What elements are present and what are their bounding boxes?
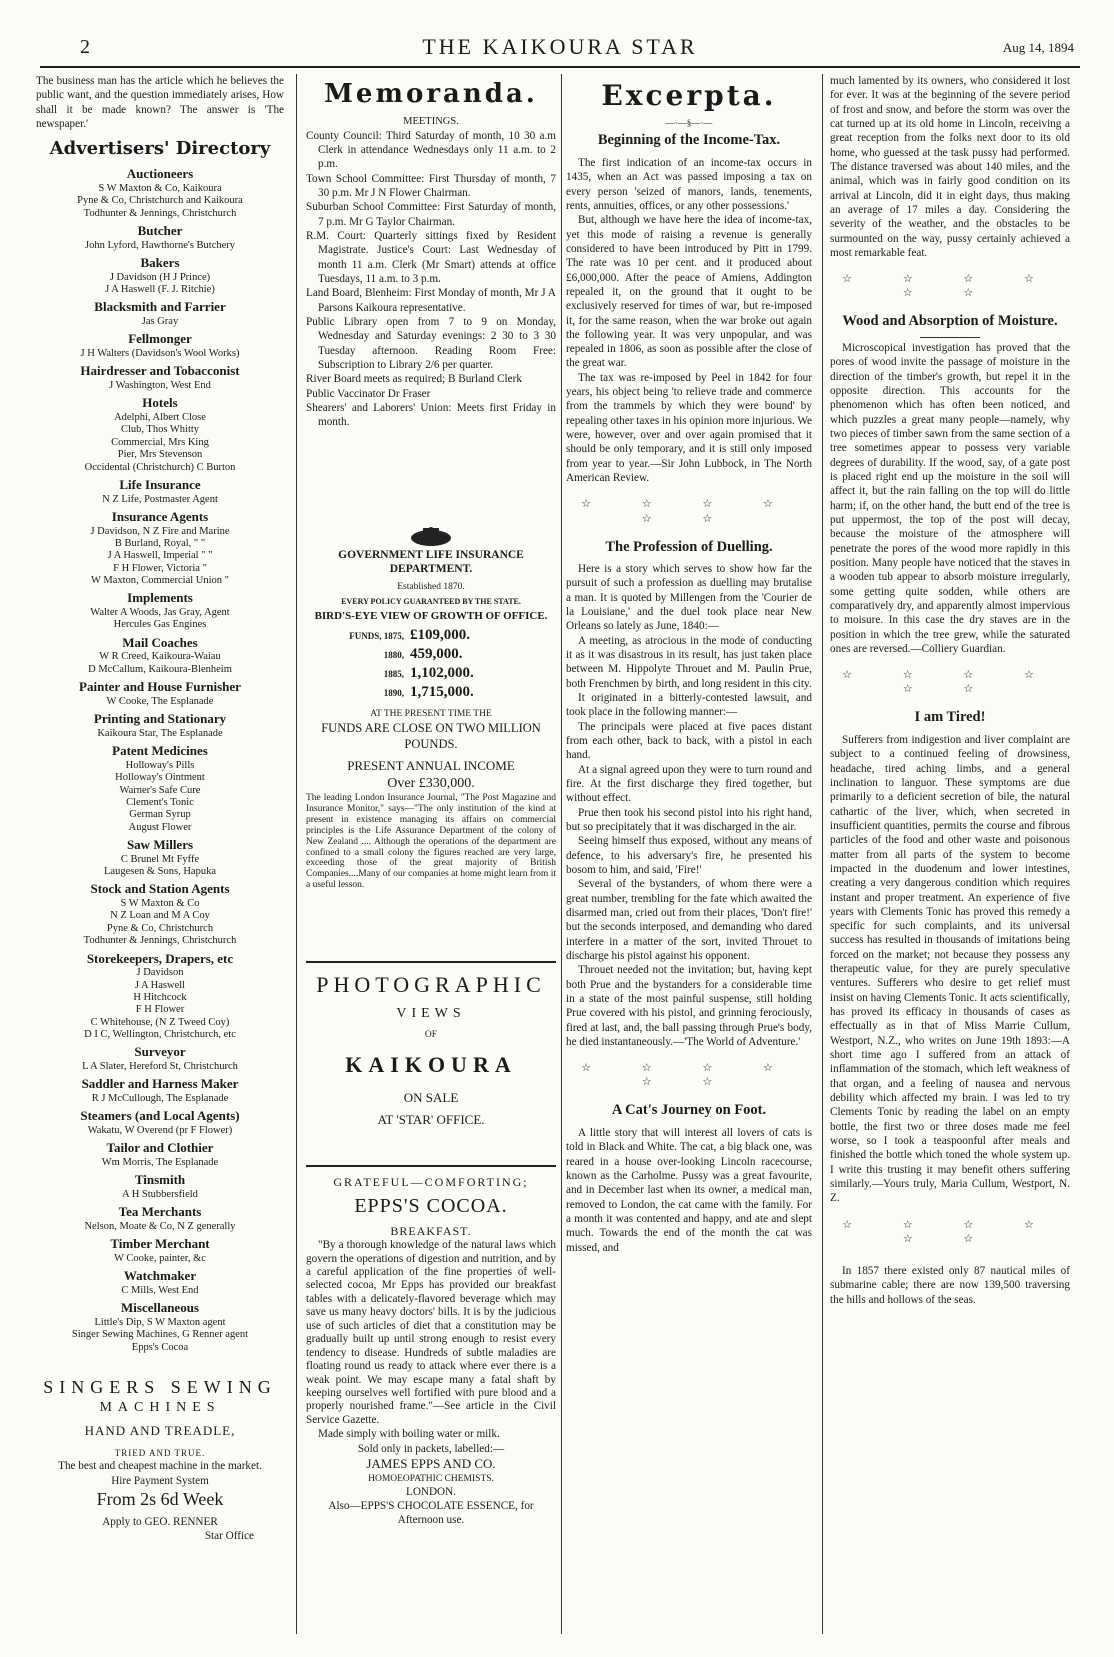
singer-line8: Apply to GEO. RENNER xyxy=(102,1515,218,1528)
directory-entry: N Z Loan and M A Coy xyxy=(110,910,210,922)
directory-entry: Pyne & Co, Christchurch and Kaikoura xyxy=(77,195,243,207)
directory-entry: Little's Dip, S W Maxton agent xyxy=(94,1317,226,1329)
star-divider: ☆ ☆ ☆ ☆ ☆ ☆ xyxy=(842,669,1058,696)
directory-entry: J H Walters (Davidson's Wool Works) xyxy=(80,348,240,360)
meetings-list xyxy=(306,129,556,430)
epps-chemists: HOMOEOPATHIC CHEMISTS. xyxy=(368,1473,494,1484)
cable-article: In 1857 there existed only 87 nautical miles of submarine cable; there are now 139,500 traversing the hills and hollows of the seas. xyxy=(830,1264,1070,1306)
directory-entry: Adelphi, Albert Close xyxy=(114,412,206,424)
photo-line4: KAIKOURA xyxy=(345,1052,517,1078)
directory-entry: Laugesen & Sons, Hapuka xyxy=(104,866,216,878)
star-divider: ☆ ☆ ☆ ☆ ☆ ☆ xyxy=(581,1062,797,1089)
column-memoranda xyxy=(306,74,556,1528)
meeting-item: Land Board, Blenheim: First Monday of month, Mr J A Parsons Kaikoura representative. xyxy=(306,287,556,314)
tired-title: I am Tired! xyxy=(914,709,986,726)
tired-article: Sufferers from indigestion and liver complaint are subject to a continued feeling of drowsiness, headache, tired aching limbs, and a general inclination to languor. These symptoms are due primarily to a deficient secretion of bile, the natural cathartic of the liver, which, when secreted in insufficient quantities, permits the course and fibrous particles of the food and other waste and poisonous matter from all parts of the system to become impacted in the duodenum and lower intestines, creating a very dangerous condition which requires instant and proper treatment. An experience of five years with Clements Tonic has proved this remedy a specific for such complaints, and its universal success has resulted in thousands of imitations being forced on the market; not because they possess any therapeutic value, for they are purely speculative ventures. Sufferers who desire to get relief must insist on having Clements Tonic. It acts scientifically, has proved its efficacy in thousands of cases as effectually as in that of Miss Marrie Cullum, Westport, N.Z., who writes on June 19th 1893:—A short time ago I suffered from an attack of inflammation of the stomach, which left weakness of that organ, and a feeling of nausea and nervous debility which affected my brain. I was led to try Clements Tonic by reading the label on an empty bottle, the first two or three doses made me feel worse, so I took a teaspoonful after meals and finished the bottle which toned the whole system up. I write this trusting it may benefit others suffering similarly.—Yours truly, Maria Cullum, Westport, N. Z. xyxy=(830,733,1070,1205)
meeting-item: River Board meets as required; B Burland Clerk xyxy=(306,373,522,386)
epps-body: "By a thorough knowledge of the natural laws which govern the operations of digestion and nutrition, and by a careful application of the fine properties of well-selected cocoa, Mr Epps has provided our breakfast tables with a delicately-flavored beverage which may save us many heavy doctors' bills. It is by the judicious use of such articles of diet that a constitution may be gradually built up until strong enough to resist every tendency to disease. Hundreds of subtle maladies are floating round us ready to attack where ever there is a weak point. We may escape many a fatal shaft by keeping ourselves well fortified with pure blood and a properly nourished frame."—See article in the Civil Service Gazette. xyxy=(306,1239,556,1426)
directory-category: Life Insurance xyxy=(119,476,201,492)
directory-entry: B Burland, Royal, " " xyxy=(114,537,206,549)
directory-entry: J Davidson, N Z Fire and Marine xyxy=(90,525,230,537)
directory-category: Saw Millers xyxy=(126,837,194,853)
directory-entry: H Hitchcock xyxy=(133,991,187,1003)
directory-list xyxy=(36,166,284,1354)
star-divider: ☆ ☆ ☆ ☆ ☆ ☆ xyxy=(842,273,1058,300)
funds-amount: £109,000. xyxy=(410,626,470,643)
photo-line2: VIEWS xyxy=(396,1006,466,1022)
photo-line1: PHOTOGRAPHIC xyxy=(316,972,546,998)
directory-entry: Holloway's Ointment xyxy=(115,772,205,784)
directory-category: Implements xyxy=(127,590,193,606)
funds-row xyxy=(346,683,556,702)
article-paragraph: Several of the bystanders, of whom there were a great number, trembling for the fate which awaited the disarmed man, cried out from their places, 'Don't fire!' but the seconds interposed, and demanding who dared interfere in a matter of the sort, invited Throuet to discharge his pistol against his opponent. xyxy=(566,878,812,962)
column-excerpta xyxy=(566,74,812,1255)
funds-row xyxy=(346,664,556,683)
directory-entry: Holloway's Pills xyxy=(125,759,195,771)
directory-category: Tailor and Clothier xyxy=(106,1140,214,1156)
directory-title: Advertisers' Directory xyxy=(49,138,271,160)
directory-category: Bakers xyxy=(140,255,180,271)
directory-category: Printing and Stationary xyxy=(93,711,227,727)
funds-year: 1885, xyxy=(383,668,404,679)
star-divider: ☆ ☆ ☆ ☆ ☆ ☆ xyxy=(842,1218,1058,1245)
directory-entry: August Flower xyxy=(128,821,192,833)
directory-entry: R J McCullough, The Esplanade xyxy=(91,1093,229,1105)
wood-title: Wood and Absorption of Moisture. xyxy=(842,313,1058,330)
meeting-item: Suburban School Committee: First Saturday of month, 7 p.m. Mr G Taylor Chairman. xyxy=(306,201,556,228)
govt-insurance-advert xyxy=(306,526,556,892)
article-paragraph: Throuet needed not the invitation; but, having kept both Prue and the bystanders for a considerable time in a state of the most painful suspense, still holding Prue covered with his pistol, and grinning ferociously, fired at last, and, the ball passing through Prue's body, he died instantaneously.—'The World of Adventure.' xyxy=(566,964,812,1048)
govt-name: GOVERNMENT LIFE INSURANCE DEPARTMENT. xyxy=(338,548,524,576)
income-tax-title: Beginning of the Income-Tax. xyxy=(597,132,781,149)
cat-title: A Cat's Journey on Foot. xyxy=(611,1102,767,1119)
directory-entry: Hercules Gas Engines xyxy=(113,619,207,631)
directory-entry: Club, Thos Whitty xyxy=(120,424,200,436)
funds-row xyxy=(346,645,556,664)
photo-line5: ON SALE xyxy=(403,1089,459,1105)
directory-entry: W Maxton, Commercial Union " xyxy=(91,575,229,587)
directory-entry: Walter A Woods, Jas Gray, Agent xyxy=(90,607,230,619)
govt-established: Established 1870. xyxy=(397,582,465,593)
meetings-label: MEETINGS. xyxy=(403,116,459,128)
directory-category: Miscellaneous xyxy=(121,1300,199,1316)
directory-category: Storekeepers, Drapers, etc xyxy=(86,950,234,966)
excerpta-title: Excerpta. xyxy=(601,79,777,112)
directory-entry: C Whitehouse, (N Z Tweed Coy) xyxy=(90,1016,230,1028)
epps-line3: BREAKFAST. xyxy=(390,1223,472,1238)
newspaper-title: THE KAIKOURA STAR xyxy=(422,34,698,59)
duelling-title: The Profession of Duelling. xyxy=(605,538,773,555)
article-paragraph: Seeing himself thus exposed, without any means of defence, to his adversary's fire, he presented his bosom to him, and said, 'Fire!' xyxy=(566,835,812,877)
wood-article: Microscopical investigation has proved that the pores of wood invite the passage of moisture in the direction of the timber's growth, but repel it in the opposite direction. This accounts for the phenomenon which has often been noticed, and which puzzles a great many people—namely, why two pieces of timber sawn from the same section of a tree sometimes appear to possess very variable degrees of durability. If the wood, say, of a gate post is placed right end up the moisture in the soil will affect it, but the rain falling on the top will do little harm; if, on the other hand, the butt end of the tree is put uppermost, the top of the post will decay, because the moisture of the atmosphere will penetrate the pores of the wood more rapidly in this position. Many people have noticed that the staves in a wooden tub appear to absorb moisture irregularly, some getting quite sodden, while others are comparatively dry, and apparently almost impervious to moisure. In this case the dry staves are in the position in which the tree grew, while the saturated ones are reversed.—Colliery Guardian. xyxy=(830,341,1070,655)
singer-line4: TRIED AND TRUE. xyxy=(114,1447,206,1458)
directory-entry: Todhunter & Jennings, Christchurch xyxy=(83,207,237,219)
issue-date: Aug 14, 1894 xyxy=(1002,40,1074,55)
funds-amount: 1,102,000. xyxy=(410,664,474,681)
column-rule xyxy=(822,74,823,1634)
directory-entry: N Z Life, Postmaster Agent xyxy=(102,493,218,505)
directory-category: Watchmaker xyxy=(123,1268,197,1284)
cat-article xyxy=(566,1126,812,1255)
directory-category: Saddler and Harness Maker xyxy=(81,1076,239,1092)
directory-category: Stock and Station Agents xyxy=(90,881,230,897)
directory-entry: J A Haswell xyxy=(134,979,186,991)
funds-row xyxy=(346,626,556,645)
column-articles xyxy=(830,74,1070,1307)
directory-category: Surveyor xyxy=(134,1044,186,1060)
article-paragraph: Here is a story which serves to show how far the pursuit of such a profession as duelling may brutalise a man. It is quoted by Millengen from the 'Courier de la Louisiane,' and the duel took place near New Orleans so lately as June, 1840:— xyxy=(566,563,812,633)
epps-cocoa-advert xyxy=(306,1165,556,1528)
directory-entry: J A Haswell (F. J. Ritchie) xyxy=(105,284,215,296)
govt-income: Over £330,000. xyxy=(387,776,475,792)
directory-entry: D I C, Wellington, Christchurch, etc xyxy=(84,1029,236,1041)
singer-line2: MACHINES xyxy=(99,1400,221,1416)
photo-line6: AT 'STAR' OFFICE. xyxy=(377,1112,485,1128)
section-mark: —·—§—·— xyxy=(665,117,713,128)
directory-category: Timber Merchant xyxy=(110,1236,210,1252)
directory-entry: Pier, Mrs Stevenson xyxy=(117,449,203,461)
singer-line1: SINGERS SEWING xyxy=(43,1377,277,1398)
article-paragraph: The first indication of an income-tax occurs in 1435, when an Act was passed imposing a tax on every person 'seized of manors, lands, tenements, rents, annuities, offices, or any other possessions.' xyxy=(566,156,812,212)
directory-category: Tea Merchants xyxy=(118,1204,202,1220)
directory-entry: Warner's Safe Cure xyxy=(119,784,201,796)
epps-maker: JAMES EPPS AND CO. xyxy=(366,1455,496,1471)
directory-category: Insurance Agents xyxy=(111,508,209,524)
directory-category: Hotels xyxy=(142,395,178,411)
govt-guarantee: EVERY POLICY GUARANTEED BY THE STATE. xyxy=(341,597,521,607)
epps-line1: GRATEFUL—COMFORTING; xyxy=(333,1174,529,1189)
article-paragraph: A meeting, as atrocious in the mode of conducting it as it was disastrous in its result, has just taken place between M. Hippolyte Throuet and M. Paulin Prue, both Frenchmen by birth, and long resident in this city. xyxy=(566,634,812,690)
meeting-item: Shearers' and Laborers' Union: Meets first Friday in month. xyxy=(306,401,556,429)
govt-present-time: AT THE PRESENT TIME THE xyxy=(370,709,492,720)
duelling-article xyxy=(566,562,812,1049)
directory-entry: J Davidson xyxy=(136,967,184,979)
directory-entry: S W Maxton & Co, Kaikoura xyxy=(98,182,222,194)
directory-entry: C Brunel Mt Fyffe xyxy=(120,853,200,865)
article-paragraph: A little story that will interest all lovers of cats is told in Black and White. The cat, a big black one, was reared in a house over-looking Lincoln racecourse, known as the Carholme. Pussy was a great favourite, and in December last when its owner, a medical man, removed to London, the cat came with the family. For a month it was contented and happy, and ate and slept much. Towards the end of the month the cat was missed, and xyxy=(566,1127,812,1254)
govt-growth: BIRD'S-EYE VIEW OF GROWTH OF OFFICE. xyxy=(314,610,548,623)
column-rule xyxy=(296,74,297,1634)
govt-journal: The leading London Insurance Journal, "The Post Magazine and Insurance Monitor," says—"The only institution of the kind at present in existence managing its affairs on commercial principles is the Life Assurance Department of the colony of New Zealand .... Although the operations of the department are confined to a small colony the figures reached are very large, exceeding those of the great majority of British Companies....Many of our companies at home might learn from it a useful lesson. xyxy=(306,792,556,891)
directory-entry: Epps's Cocoa xyxy=(131,1341,189,1353)
meeting-item: Public Vaccinator Dr Fraser xyxy=(306,387,431,400)
directory-entry: German Syrup xyxy=(129,809,191,821)
directory-category: Auctioneers xyxy=(126,166,194,182)
directory-entry: Commercial, Mrs King xyxy=(111,436,209,448)
epps-made: Made simply with boiling water or milk. xyxy=(318,1428,500,1441)
directory-entry: Occidental (Christchurch) C Burton xyxy=(84,461,236,473)
directory-category: Fellmonger xyxy=(128,331,192,347)
meeting-item: Public Library open from 7 to 9 on Monday, Wednesday and Saturday evenings: 2 30 to 3 30 Tuesday afternoon. Reading Room Free: Subscription to Library 2/6 per quarter. xyxy=(306,315,556,371)
directory-entry: Wm Morris, The Esplanade xyxy=(101,1157,219,1169)
directory-entry: Todhunter & Jennings, Christchurch xyxy=(83,935,237,947)
directory-entry: Nelson, Moate & Co, N Z generally xyxy=(84,1221,236,1233)
singer-line3: HAND AND TREADLE, xyxy=(84,1423,236,1439)
directory-category: Patent Medicines xyxy=(112,743,208,759)
epps-also: Also—EPPS'S CHOCOLATE ESSENCE, for Afternoon use. xyxy=(328,1500,534,1527)
funds-list xyxy=(306,626,556,703)
directory-entry: F H Flower, Victoria " xyxy=(113,562,207,574)
directory-entry: W Cooke, painter, &c xyxy=(114,1253,206,1265)
star-divider: ☆ ☆ ☆ ☆ ☆ ☆ xyxy=(581,498,797,525)
directory-category: Hairdresser and Tobacconist xyxy=(80,363,240,379)
govt-present-income: PRESENT ANNUAL INCOME xyxy=(347,758,515,774)
crest-icon xyxy=(401,526,461,548)
govt-funds-close: FUNDS ARE CLOSE ON TWO MILLION POUNDS. xyxy=(321,721,541,752)
directory-entry: Pyne & Co, Christchurch xyxy=(106,922,214,934)
article-paragraph: The tax was re-imposed by Peel in 1842 for four years, his object being 'to relieve trade and commerce from the trammels by which they were bound' by repealing other taxes in his opinion more injurious. We were, however, over and over again promised that it should be only temporary, and it is still only imposed from year to year.—Sir John Lubbock, in The North American Review. xyxy=(566,371,812,485)
directory-entry: D McCallum, Kaikoura-Blenheim xyxy=(88,663,232,675)
cat-continued: much lamented by its owners, who considered it lost for ever. It was at the beginning of the severe period of frost and snow, and before the storm was over the cat turned up at its old home in Lincoln, receiving a great reception from the folks next door to its old home, who guessed at the task pussy had performed. The distance traversed was about 140 miles, and the animal, which was in fairly good condition on its arrival at Lincoln, did it in eight days, thus making an average of 17 miles a day. Considering the severity of the weather, and the obstacles to be surmounted on the way, pussy certainly achieved a most remarkable feat. xyxy=(830,75,1070,259)
singer-line9: Star Office xyxy=(204,1530,254,1543)
article-paragraph: At a signal agreed upon they were to turn round and fire. At the first discharge they fired together, but without effect. xyxy=(566,763,812,805)
funds-amount: 459,000. xyxy=(410,645,463,662)
income-tax-article xyxy=(566,156,812,486)
directory-entry: J Davidson (H J Prince) xyxy=(109,271,211,283)
directory-entry: Jas Gray xyxy=(141,316,179,328)
epps-city: LONDON. xyxy=(405,1485,457,1498)
photo-line3: OF xyxy=(424,1030,438,1041)
photographic-advert xyxy=(306,961,556,1129)
directory-entry: J A Haswell, Imperial " " xyxy=(107,550,213,562)
singer-line5: The best and cheapest machine in the market. xyxy=(58,1460,262,1473)
directory-category: Blacksmith and Farrier xyxy=(94,299,226,315)
directory-entry: Kaikoura Star, The Esplanade xyxy=(97,727,223,739)
directory-entry: C Mills, West End xyxy=(121,1285,199,1297)
directory-entry: John Lyford, Hawthorne's Butchery xyxy=(84,239,236,251)
funds-year: 1880, xyxy=(383,649,404,660)
intro-text: The business man has the article which he believes the public want, and the question immediately arises, How shall it be made known? The answer is 'The newspaper.' xyxy=(36,75,284,130)
directory-category: Butcher xyxy=(137,223,183,239)
directory-category: Painter and House Furnisher xyxy=(79,679,241,695)
directory-entry: Clement's Tonic xyxy=(126,796,194,808)
article-paragraph: It originated in a bitterly-contested lawsuit, and took place in the following manner:— xyxy=(566,692,812,719)
column-advertisers xyxy=(36,74,284,1544)
directory-entry: F H Flower xyxy=(135,1004,185,1016)
directory-entry: W R Creed, Kaikoura-Waiau xyxy=(99,651,221,663)
directory-category: Tinsmith xyxy=(134,1172,186,1188)
page-number: 2 xyxy=(80,36,90,58)
meeting-item: County Council: Third Saturday of month, 10 30 a.m Clerk in attendance Wednesdays only 11 a.m. to 2 p.m. xyxy=(306,129,556,171)
directory-entry: W Cooke, The Esplanade xyxy=(106,695,214,707)
directory-entry: Wakatu, W Overend (pr F Flower) xyxy=(87,1125,233,1137)
meeting-item: Town School Committee: First Thursday of month, 7 30 p.m. Mr J N Flower Chairman. xyxy=(306,172,556,200)
singer-advert xyxy=(36,1376,284,1543)
article-paragraph: But, although we have here the idea of income-tax, yet this mode of raising a revenue is generally considered to have been introduced by Pitt in 1799. The rate was 10 per cent. and it produced about £6,000,000. After the peace of Amiens, Addington repealed it, on the ground that it ought to be exclusively reserved for times of war, but re-imposed it, for the same reason, when the war broke out again the following year. It was very unpopular, and was repealed in 1806, as soon as possible after the close of the great war. xyxy=(566,214,812,370)
funds-year: FUNDS, 1875, xyxy=(349,630,404,641)
article-paragraph: Prue then took his second pistol into his right hand, but so precipitately that it was discharged in the air. xyxy=(566,806,812,834)
directory-entry: S W Maxton & Co xyxy=(120,898,200,910)
memoranda-title: Memoranda. xyxy=(324,79,538,109)
funds-year: 1890, xyxy=(383,688,404,699)
directory-category: Mail Coaches xyxy=(122,634,198,650)
masthead xyxy=(40,34,1080,68)
singer-line6: Hire Payment System xyxy=(111,1474,209,1487)
column-rule xyxy=(561,74,562,1634)
article-paragraph: The principals were placed at five paces distant from each other, back to back, with a pistol in each hand. xyxy=(566,720,812,762)
epps-sold: Sold only in packets, labelled:— xyxy=(357,1442,505,1455)
directory-entry: J Washington, West End xyxy=(109,380,211,392)
meeting-item: R.M. Court: Quarterly sittings fixed by Resident Magistrate. Justice's Court: Last Wednesday of month 11 a.m. Clerk (Mr Smart) attends at office Tuesdays, 11 a.m. to 3 p.m. xyxy=(306,230,556,285)
singer-line7: From 2s 6d Week xyxy=(96,1488,224,1509)
directory-entry: Singer Sewing Machines, G Renner agent xyxy=(71,1329,249,1341)
title-rule xyxy=(920,337,980,338)
directory-entry: L A Slater, Hereford St, Christchurch xyxy=(82,1061,238,1073)
funds-amount: 1,715,000. xyxy=(410,684,474,701)
directory-entry: A H Stubbersfield xyxy=(122,1189,198,1201)
epps-line2: EPPS'S COCOA. xyxy=(354,1195,508,1218)
directory-category: Steamers (and Local Agents) xyxy=(80,1108,240,1124)
